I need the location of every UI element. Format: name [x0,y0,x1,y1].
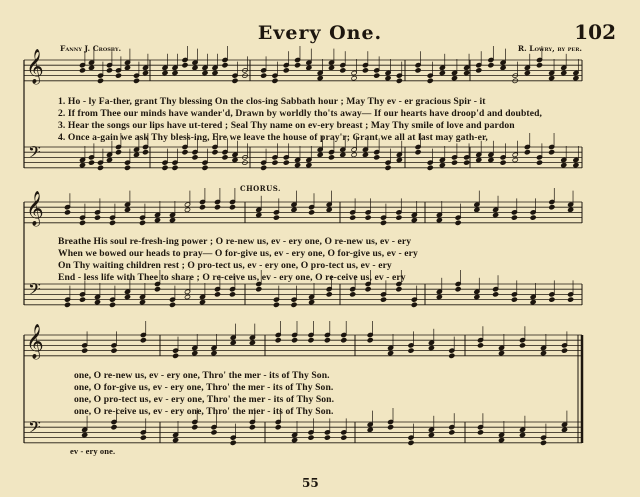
sys2-bass-note [184,294,190,299]
sys1-bass-note [106,157,112,162]
sys1-treble-note [415,68,421,73]
sys1-treble-note [272,78,278,83]
sys2-treble-note [154,218,160,223]
sys1-bass-note [97,165,103,170]
sys2-treble-note [291,207,297,212]
sys2-treble-note [411,218,417,223]
sys1-bass-note [396,157,402,162]
sys3-treble-note [408,348,414,353]
sys2-bass-note [436,294,442,299]
sys3-bass-note [192,425,198,430]
sys1-bass-note [464,160,470,165]
sys3-treble-note [477,343,483,348]
sys1-bass-note [172,165,178,170]
chorus-line-3: On Thy waiting children rest ; O pro-tect us, ev - ery one, O pro-tect us, ev - ery [58,260,392,271]
sys3-bass-note [140,435,146,440]
sys1-treble-note [124,65,130,70]
sys2-bass-note [64,302,70,307]
sys2-bass-note [455,287,461,292]
sys1-treble-note [88,65,94,70]
sys2-treble-note [493,212,499,217]
sys2-bass-note [380,297,386,302]
sys2-bass-note [530,300,536,305]
sys2-treble-note [79,220,85,225]
sys2-treble-note [396,215,402,220]
sys2-treble-note [124,207,130,212]
sys2-bass-note [396,287,402,292]
sys1-bass-note [500,160,506,165]
sys2-treble-note [94,215,100,220]
sys2-treble-note [326,207,332,212]
bass-clef-icon: 𝄢 [28,417,41,441]
sys3-treble-note [82,348,88,353]
sys2-treble-note [530,215,536,220]
sys3-treble-note [308,338,314,343]
sys1-treble-note [524,70,530,75]
sys1-treble-note [261,73,267,78]
footer-page-number: 55 [302,476,319,490]
sys1-bass-note [294,163,300,168]
sys1-treble-note [79,68,85,73]
sys2-bass-note [139,300,145,305]
sys1-bass-note [162,165,168,170]
sys1-treble-note [294,63,300,68]
sys1-treble-note [133,78,139,83]
sys3-bass-note [275,425,281,430]
sys2-bass-note [350,292,356,297]
sys1-bass-note [351,152,357,157]
sys1-treble-note [573,76,579,81]
sys1-treble-note [97,78,103,83]
sys1-treble-note [182,63,188,68]
sys1-bass-note [427,165,433,170]
sys1-bass-note [212,150,218,155]
sys2-treble-note [511,215,517,220]
sys1-treble-note [317,76,323,81]
sys1-bass-note [232,157,238,162]
sys3-treble-note [428,345,434,350]
sys2-treble-note [199,205,205,210]
sys3-treble-note [211,351,217,356]
sys1-bass-note [476,157,482,162]
sys3-bass-note [324,435,330,440]
sys1-bass-note [374,155,380,160]
sys1-bass-note [488,157,494,162]
bass-words: ev - ery one. [70,446,116,456]
sys2-treble-note [273,215,279,220]
sys1-bass-note [202,165,208,170]
sys1-treble-note [488,63,494,68]
sys3-bass-note [249,425,255,430]
sys3-treble-note [173,353,179,358]
sys2-treble-note [169,218,175,223]
bass-clef-icon: 𝄢 [28,279,41,303]
sys2-treble-note [139,220,145,225]
sys1-bass-note [79,163,85,168]
sys1-treble-note [451,76,457,81]
sys3-treble-note [192,351,198,356]
sys2-treble-note [474,207,480,212]
verse-line-4: 4. Once a-gain we ask Thy bless-ing, Ere we leave the house of pray'r; Grant we all at last may gath-er, [58,132,488,143]
sys2-treble-note [568,207,574,212]
sys1-bass-note [415,150,421,155]
sys3-treble-note [449,353,455,358]
sys1-treble-note [396,78,402,83]
sys3-bass-note [388,425,394,430]
sys1-bass-note [524,150,530,155]
sys1-treble-note [374,73,380,78]
sys3-bass-note [292,438,298,443]
treble-clef-icon: 𝄞 [26,49,44,84]
sys2-treble-note [109,220,115,225]
sys1-bass-note [142,150,148,155]
sys1-bass-note [549,150,555,155]
sys2-bass-note [365,287,371,292]
sys3-bass-note [477,430,483,435]
sys2-treble-note [184,207,190,212]
sys1-bass-note [115,150,121,155]
sys2-bass-note [214,292,220,297]
sys3-bass-note [561,427,567,432]
sys3-treble-note [140,338,146,343]
sys3-treble-note [275,338,281,343]
sys2-bass-note [326,292,332,297]
sys2-bass-note [549,297,555,302]
chorus-line-2: When we bowed our heads to pray— O for-give us, ev - ery one, O for-give us, ev - ery [58,248,418,259]
composer-credit: R. Lowry, by per. [517,44,582,53]
sys1-bass-note [573,163,579,168]
sys3-bass-note [519,432,525,437]
sys3-treble-note [367,338,373,343]
sys1-treble-note [212,70,218,75]
sys2-bass-note [199,300,205,305]
sys1-treble-note [340,68,346,73]
sys3-treble-note [249,340,255,345]
sys1-bass-note [88,160,94,165]
sys3-treble-note [324,338,330,343]
sys2-bass-note [94,300,100,305]
sys1-treble-note [476,68,482,73]
sys1-treble-note [351,76,357,81]
sys1-treble-note [283,68,289,73]
sys3-treble-note [561,348,567,353]
sys1-treble-note [232,78,238,83]
sys3-bass-note [82,432,88,437]
sys2-bass-note [154,287,160,292]
sys1-bass-note [317,152,323,157]
sys2-treble-note [350,215,356,220]
final-line-1: one, O re-new us, ev - ery one, Thro' the mer - its of Thy Son. [74,370,330,381]
sys2-bass-note [169,302,175,307]
sys3-bass-note [173,438,179,443]
sys2-treble-note [380,220,386,225]
sys1-bass-note [133,152,139,157]
sys1-bass-note [561,163,567,168]
sys1-treble-note [192,65,198,70]
sys2-bass-note [124,294,130,299]
sys3-treble-note [388,351,394,356]
sys3-bass-note [367,427,373,432]
page-number: 102 [574,20,616,44]
verse-line-1: 1. Ho - ly Fa-ther, grant Thy blessing On the clos-ing Sabbath hour ; May Thy ev - er gracious Spir - it [58,96,486,107]
sys1-bass-note [222,155,228,160]
sys1-treble-note [427,78,433,83]
sys3-bass-note [428,432,434,437]
treble-clef-icon: 𝄞 [26,191,44,226]
sys1-bass-note [439,163,445,168]
sys1-treble-note [142,70,148,75]
sys2-treble-note [64,210,70,215]
sys1-treble-note [385,76,391,81]
sys1-treble-note [549,76,555,81]
sys1-treble-note [172,70,178,75]
sys2-bass-note [79,297,85,302]
sys2-bass-note [291,302,297,307]
sys1-treble-note [202,70,208,75]
hymn-title: Every One. [257,22,383,44]
sys3-bass-note [111,425,117,430]
sys3-treble-note [292,338,298,343]
sys3-bass-note [341,435,347,440]
treble-clef-icon: 𝄞 [26,324,44,359]
sys1-treble-note [500,65,506,70]
verse-line-2: 2. If from Thee our minds have wander'd, Drawn by worldly tho'ts away— If our hearts have droop'd and doubted, [58,108,542,119]
sys1-bass-note [451,160,457,165]
sys3-bass-note [540,440,546,445]
sys1-treble-note [222,63,228,68]
sys3-treble-note [498,351,504,356]
sys1-bass-note [124,165,130,170]
sys2-treble-note [309,210,315,215]
sys2-treble-note [214,205,220,210]
sys2-bass-note [568,297,574,302]
sys3-bass-note [498,438,504,443]
sys3-treble-note [341,338,347,343]
sys2-bass-note [229,292,235,297]
sys1-treble-note [115,73,121,78]
sys1-treble-note [162,70,168,75]
verse-line-3: 3. Hear the songs our lips have ut-tered ; Seal Thy name on ev-ery breast ; May Thy smile of love and pardon [58,120,515,131]
sys2-treble-note [455,220,461,225]
sys2-bass-note [309,300,315,305]
sys2-bass-note [273,302,279,307]
sys3-treble-note [519,343,525,348]
sys1-treble-note [536,63,542,68]
sys1-bass-note [272,160,278,165]
sys1-treble-note [464,70,470,75]
sys1-treble-note [306,65,312,70]
sys3-bass-note [211,430,217,435]
sys1-treble-note [328,65,334,70]
sys1-treble-note [362,68,368,73]
sys2-bass-note [511,297,517,302]
chorus-line-1: Breathe His soul re-fresh-ing power ; O re-new us, ev - ery one, O re-new us, ev - ery [58,236,412,247]
sys3-bass-note [408,440,414,445]
sys2-bass-note [109,302,115,307]
sys2-bass-note [256,287,262,292]
sys3-bass-note [230,440,236,445]
sys1-bass-note [182,150,188,155]
chorus-label: CHORUS. [240,184,281,193]
sys1-bass-note [340,152,346,157]
sys3-treble-note [230,340,236,345]
sys3-treble-note [540,351,546,356]
sys1-treble-note [106,68,112,73]
final-line-4: one, O re-ceive us, ev - ery one, Thro' the mer - its of Thy Son. [74,406,334,417]
sys1-bass-note [328,155,334,160]
bass-clef-icon: 𝄢 [28,142,41,166]
sys1-treble-note [561,70,567,75]
sys1-bass-note [512,157,518,162]
sys3-bass-note [449,430,455,435]
sys2-treble-note [256,212,262,217]
sys2-treble-note [436,218,442,223]
sys3-bass-note [308,435,314,440]
sys1-bass-note [306,163,312,168]
sys2-bass-note [411,302,417,307]
sys1-bass-note [283,160,289,165]
author-credit: Fanny J. Crosby. [60,44,122,53]
sys2-treble-note [365,215,371,220]
sys2-treble-note [229,205,235,210]
sys1-bass-note [261,165,267,170]
sys1-bass-note [385,165,391,170]
sys2-treble-note [549,205,555,210]
final-line-3: one, O pro-tect us, ev - ery one, Thro' the mer - its of Thy Son. [74,394,335,405]
sys1-bass-note [192,155,198,160]
final-line-2: one, O for-give us, ev - ery one, Thro' the mer - its of Thy Son. [74,382,334,393]
sys1-bass-note [536,160,542,165]
sys2-bass-note [493,292,499,297]
sys1-bass-note [362,152,368,157]
sys1-treble-note [439,70,445,75]
chorus-line-4: End - less life with Thee to share ; O re-ceive us, ev - ery one, O re-ceive us, ev - ery [58,272,406,283]
sys3-treble-note [111,348,117,353]
sys2-bass-note [474,294,480,299]
